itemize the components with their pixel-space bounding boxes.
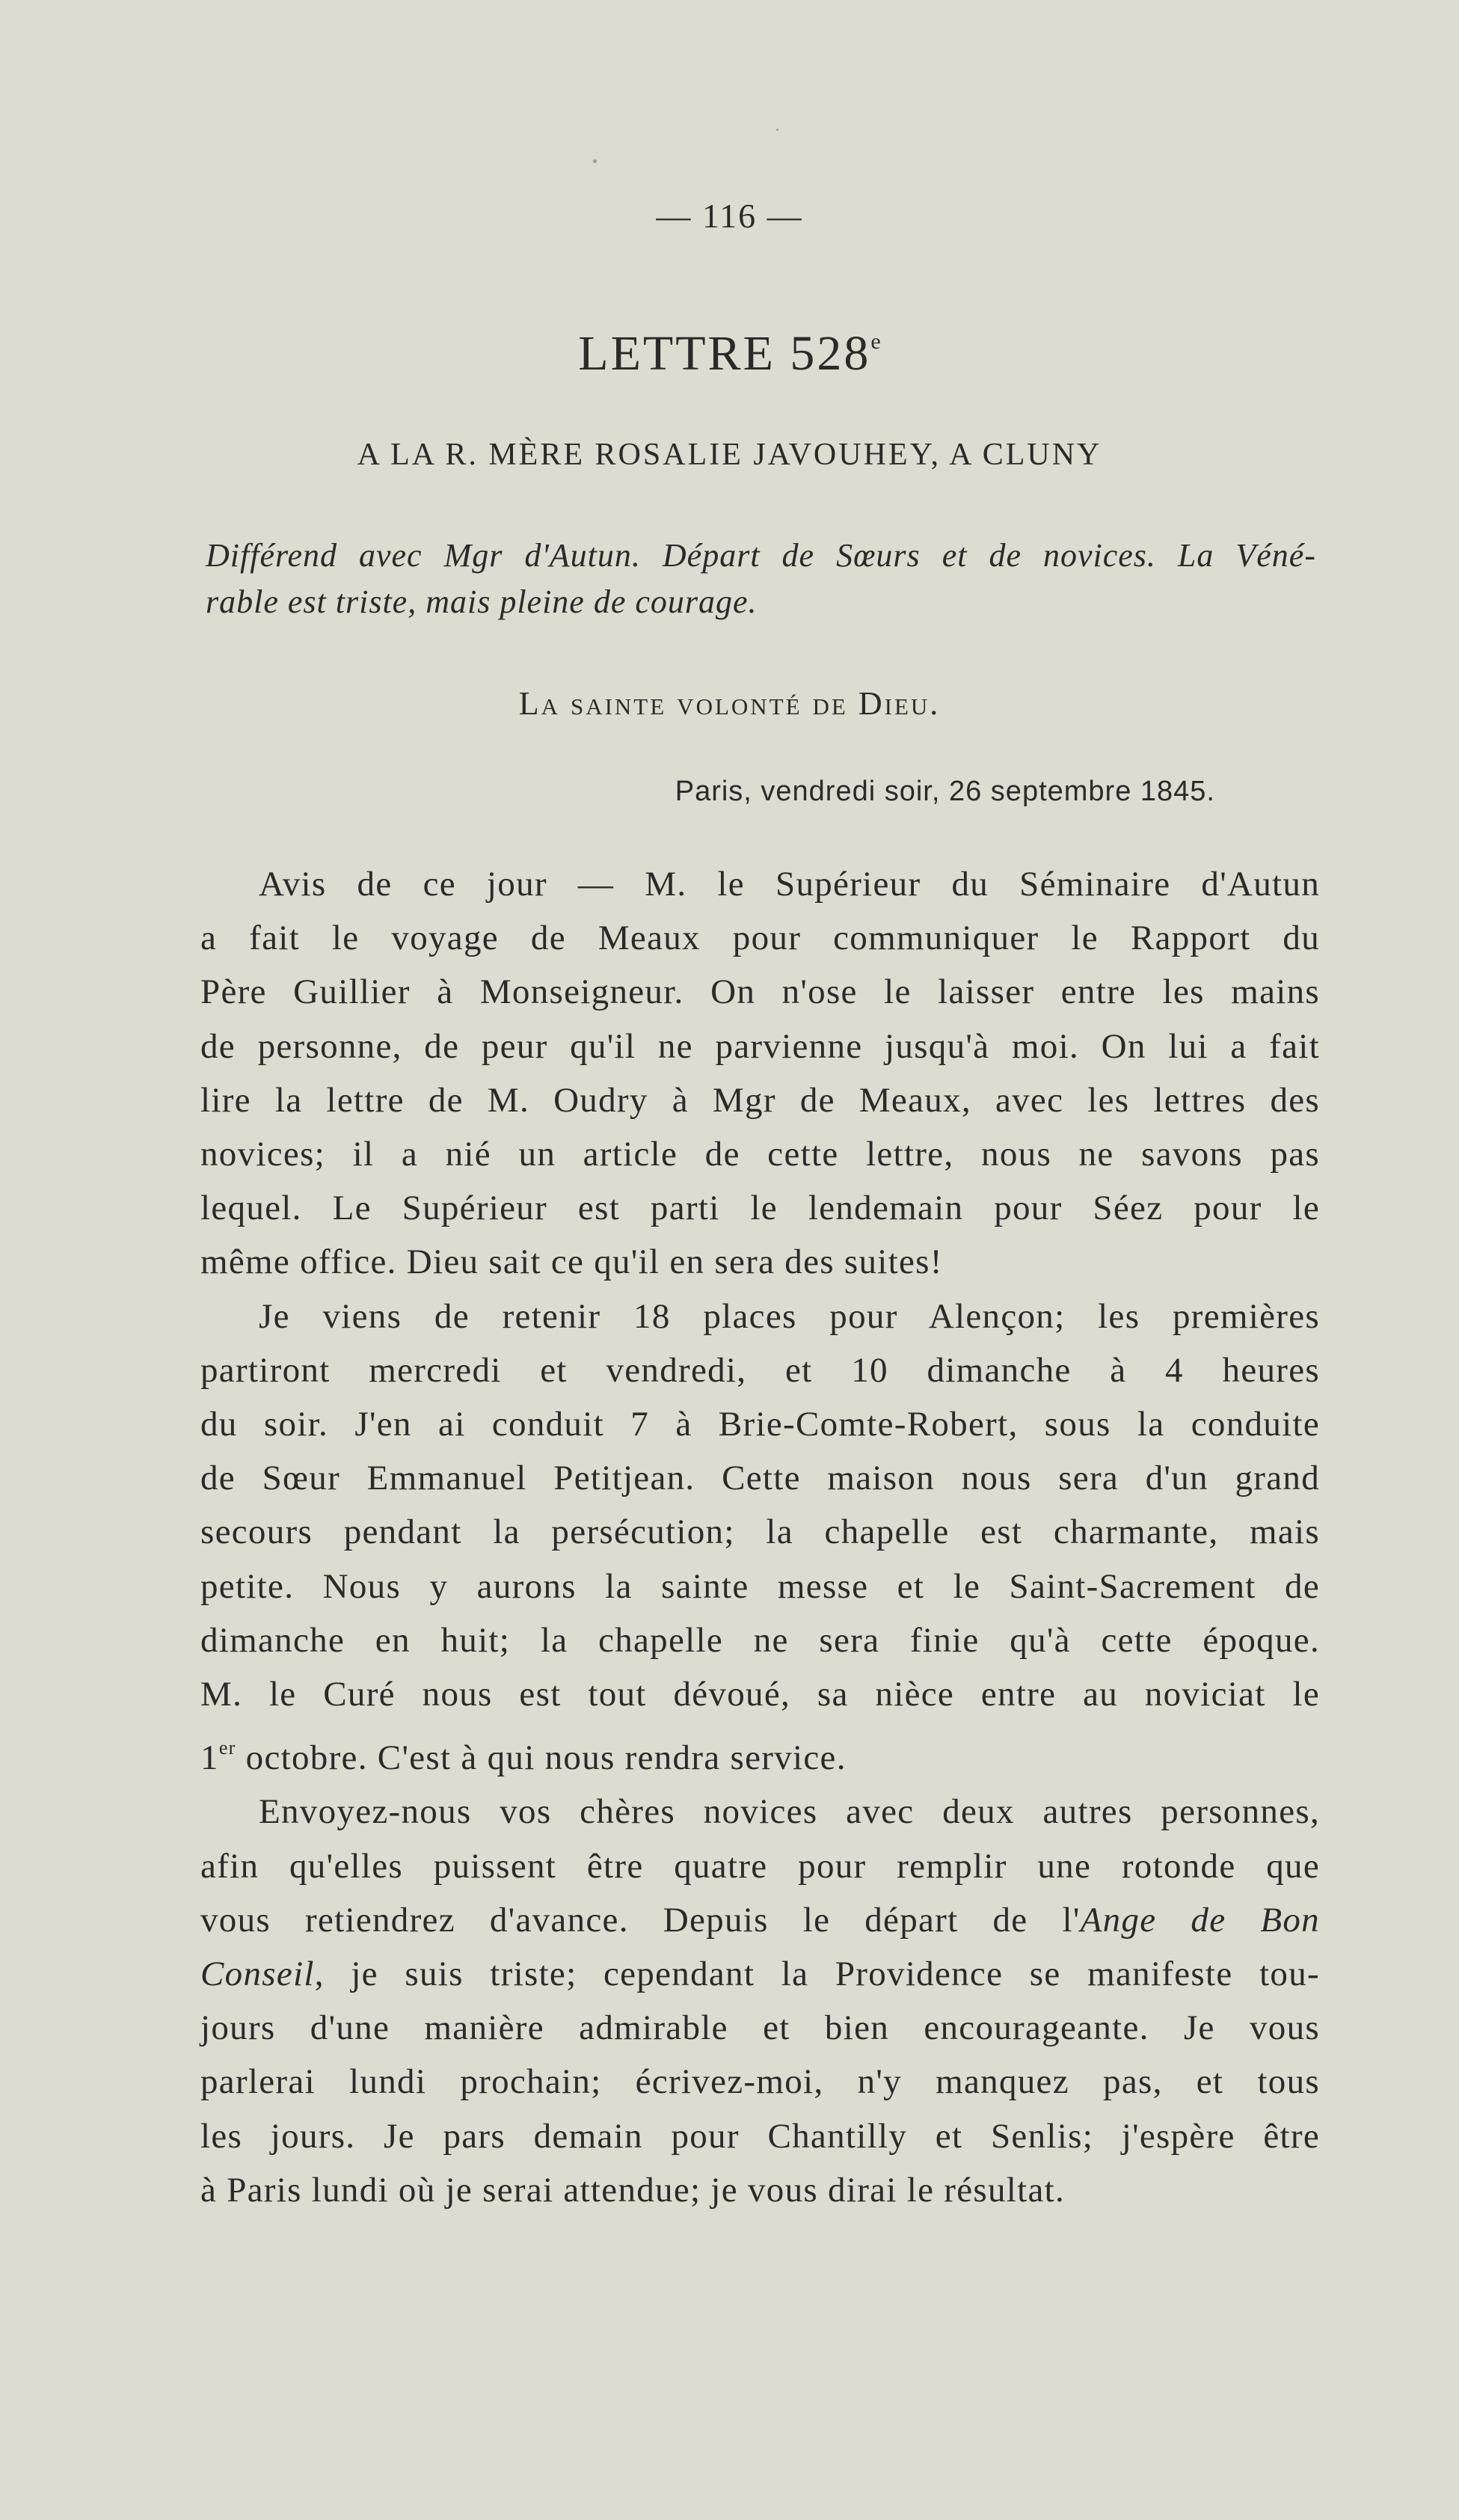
- body-line: novices; il a nié un article de cette lettre, nous ne savons pas: [200, 1135, 1320, 1174]
- letter-title-text: LETTRE 528: [578, 326, 871, 381]
- body-line-text: , je suis triste; cependant la Providence se manifeste tou-: [314, 1955, 1320, 1994]
- body-line: Avis de ce jour — M. le Supérieur du Séminaire d'Autun: [259, 865, 1320, 904]
- body-line-text: vous retiendrez d'avance. Depuis le départ de l': [200, 1900, 1081, 1940]
- body-line: dimanche en huit; la chapelle ne sera finie qu'à cette époque.: [200, 1620, 1320, 1660]
- body-line: de personne, de peur qu'il ne parvienne jusqu'à moi. On lui a fait: [200, 1026, 1320, 1066]
- body-line: afin qu'elles puissent être quatre pour remplir une rotonde que: [200, 1846, 1320, 1886]
- body-line: [200, 1893, 1320, 1947]
- body-line: partiront mercredi et vendredi, et 10 dimanche à 4 heures: [200, 1350, 1320, 1390]
- ship-name-italic: Conseil: [200, 1955, 315, 1994]
- paper-speck: [776, 129, 778, 131]
- body-line: petite. Nous y aurons la sainte messe et le Saint-Sacrement de: [200, 1566, 1320, 1606]
- body-line: a fait le voyage de Meaux pour communiquer le Rapport du: [200, 919, 1320, 958]
- body-line: Père Guillier à Monseigneur. On n'ose le laisser entre les mains: [200, 972, 1320, 1012]
- ship-name-italic: Ange de Bon: [1080, 1900, 1320, 1940]
- body-line: de Sœur Emmanuel Petitjean. Cette maison nous sera d'un grand: [200, 1459, 1320, 1498]
- ordinal-superscript: er: [218, 1737, 236, 1759]
- letter-body: [200, 857, 1320, 2217]
- summary-line: Différend avec Mgr d'Autun. Départ de Sœurs et de novices. La Véné-: [206, 537, 1316, 574]
- body-line: Envoyez-nous vos chères novices avec deux autres personnes,: [259, 1792, 1320, 1832]
- body-line: du soir. J'en ai conduit 7 à Brie-Comte-Robert, sous la conduite: [200, 1405, 1320, 1444]
- letter-recipient: A LA R. MÈRE ROSALIE JAVOUHEY, A CLUNY: [357, 438, 1102, 472]
- motto: La sainte volonté de Dieu.: [518, 685, 941, 722]
- body-line: lequel. Le Supérieur est parti le lendemain pour Séez pour le: [200, 1189, 1320, 1228]
- letter-title: [0, 325, 1459, 382]
- letter-title-superscript: e: [870, 329, 881, 354]
- body-line: lire la lettre de M. Oudry à Mgr de Meaux, avec les lettres des: [200, 1080, 1320, 1120]
- letter-summary: [206, 533, 1316, 625]
- body-line: M. le Curé nous est tout dévoué, sa nièce entre au noviciat le: [200, 1675, 1320, 1714]
- ordinal-number: 1: [200, 1738, 219, 1778]
- body-line: jours d'une manière admirable et bien encourageante. Je vous: [200, 2008, 1320, 2048]
- summary-line: rable est triste, mais pleine de courage.: [206, 583, 758, 620]
- body-line: les jours. Je pars demain pour Chantilly et Senlis; j'espère être: [200, 2116, 1320, 2156]
- body-line: [200, 1947, 1320, 2001]
- body-line: à Paris lundi où je serai attendue; je vous dirai le résultat.: [200, 2170, 1066, 2210]
- body-line: parlerai lundi prochain; écrivez-moi, n'y manquez pas, et tous: [200, 2062, 1320, 2102]
- page-number: — 116 —: [656, 197, 803, 235]
- body-line: secours pendant la persécution; la chapelle est charmante, mais: [200, 1512, 1320, 1552]
- dateline: Paris, vendredi soir, 26 septembre 1845.: [675, 776, 1215, 807]
- body-line: même office. Dieu sait ce qu'il en sera des suites!: [200, 1242, 943, 1282]
- body-line: [200, 1721, 1320, 1785]
- body-line: Je viens de retenir 18 places pour Alençon; les premières: [259, 1296, 1320, 1336]
- body-line-text: octobre. C'est à qui nous rendra service.: [236, 1738, 847, 1778]
- paper-speck: [593, 159, 597, 163]
